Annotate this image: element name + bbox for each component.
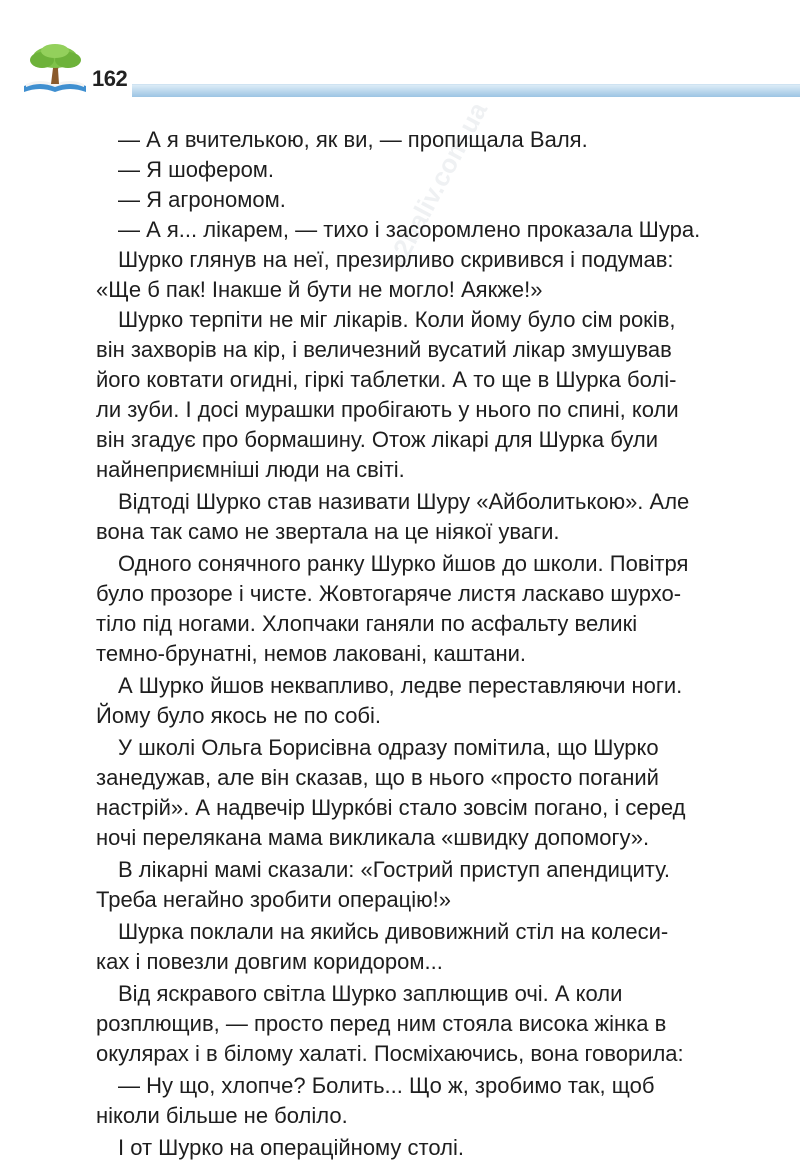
text-line: ках і повезли довгим коридором... [96,949,443,974]
page-header [0,0,800,110]
text-line: А Шурко йшов неквапливо, ледве переставляючи ноги. [118,673,683,698]
text-line: «Ще б пак! Інакше й бути не могло! Аякже!» [96,277,543,302]
text-line: Треба негайно зробити операцію!» [96,887,451,912]
text-line: розплющив, — просто перед ним стояла висока жінка в [96,1011,667,1036]
text-line: він згадує про бормашину. Отож лікарі для Шурка були [96,427,659,452]
text-line: У школі Ольга Борисівна одразу помітила, що Шурко [118,735,659,760]
text-line: — А я... лікарем, — тихо і засоромлено проказала Шура. [118,217,701,242]
text-line: Від яскравого світла Шурко заплющив очі. А коли [118,981,623,1006]
text-line: — Я агрономом. [118,187,286,212]
text-line: Йому було якось не по собі. [96,703,382,728]
text-line: Відтоді Шурко став називати Шуру «Айболитькою». Але [118,489,690,514]
text-line: настрій». А надвечір Шуркóві стало зовсім погано, і серед [96,795,686,820]
text-line: Шурка поклали на якийсь дивовижний стіл на колеси- [118,919,669,944]
text-line: його ковтати огидні, гіркі таблетки. А то ще в Шурка болі- [96,367,677,392]
text-line: він захворів на кір, і величезний вусатий лікар змушував [96,337,672,362]
text-line: В лікарні мамі сказали: «Гострий приступ апендициту. [118,857,670,882]
text-line: Шурко глянув на неї, презирливо скривився і подумав: [118,247,674,272]
text-line: Шурко терпіти не міг лікарів. Коли йому було сім років, [118,307,676,332]
text-line: — Ну що, хлопче? Болить... Що ж, зробимо так, щоб [118,1073,655,1098]
text-line: ніколи більше не боліло. [96,1103,348,1128]
watermark: 12baliv.com.ua [380,97,494,275]
text-line: І от Шурко на операційному столі. [118,1135,464,1160]
page-number: 162 [92,66,128,91]
text-line: Одного сонячного ранку Шурко йшов до школи. Повітря [118,551,689,576]
tree-book-icon [20,40,90,96]
text-line: ли зуби. І досі мурашки пробігають у нього по спині, коли [96,397,679,422]
header-rule [132,84,800,97]
text-line: — А я вчителькою, як ви, — пропищала Валя. [118,127,588,152]
text-line: тіло під ногами. Хлопчаки ганяли по асфальту великі [96,611,638,636]
text-line: занедужав, але він сказав, що в нього «просто поганий [96,765,659,790]
text-line: вона так само не звертала на це ніякої уваги. [96,519,560,544]
text-line: ночі перелякана мама викликала «швидку допомогу». [96,825,650,850]
text-line: — Я шофером. [118,157,275,182]
text-line: темно-брунатні, немов лаковані, каштани. [96,641,526,666]
text-line: окулярах і в білому халаті. Посміхаючись, вона говорила: [96,1041,684,1066]
text-line: було прозоре і чисте. Жовтогаряче листя ласкаво шурхо- [96,581,682,606]
text-line: найнеприємніші люди на світі. [96,457,405,482]
